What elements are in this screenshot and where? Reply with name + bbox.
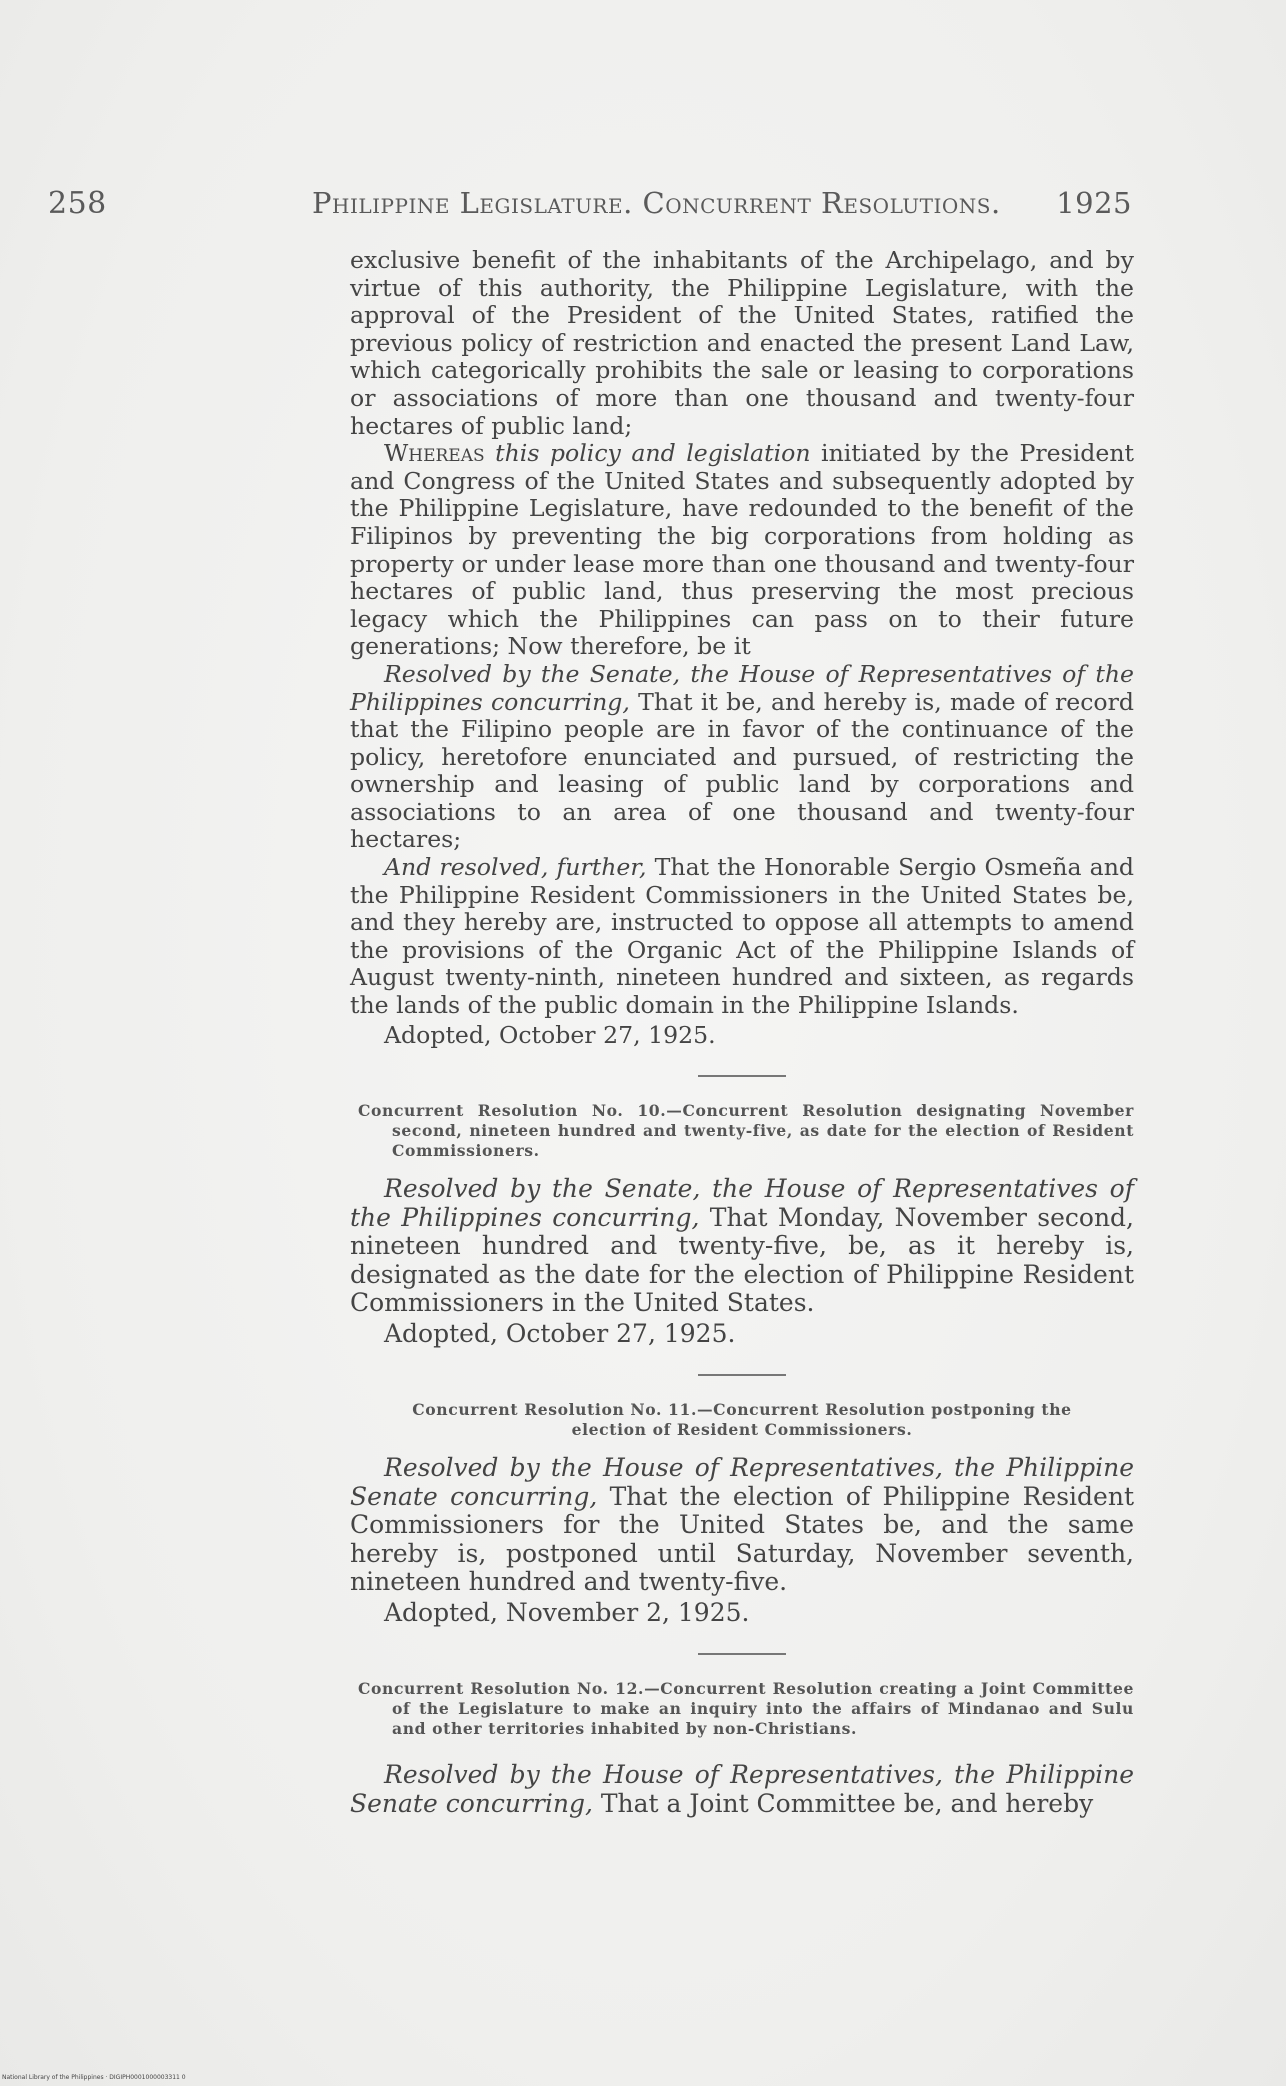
header-year: 1925 [1056,186,1132,220]
adopted-date: Adopted, October 27, 1925. [384,1020,716,1049]
resolution-11-heading [350,1400,1134,1440]
resolved-paragraph [350,661,1134,854]
whereas-italic: this policy and legislation [484,439,811,468]
resolution-12-body [350,1761,1134,1818]
resolution-11-text: That the election of Philippine Resident Commissioners for the United States be, and the same hereby is, postponed until Saturday, November seventh, nineteen hundred and twenty-five. [350,1481,1135,1597]
resolution-10-body [350,1175,1134,1318]
continuation-paragraph: exclusive benefit of the inhabitants of the Archipelago, and by virtue of this authority, the Philippine Legislature, with the approval of the President of the United States, ratified the previous policy of restriction and enacted the present Land Law, which categorically prohibits the sale or leasing to corporations or associations of more than one thousand and twenty-four hectares of public land; [350,246,1134,440]
further-clause: And resolved, further, [384,853,647,882]
resolution-10-text: That Monday, November second, nineteen hundred and twenty-five, be, as it hereby is, designated as the date for the election of Philippine Resident Commissioners in the United States. [350,1202,1134,1318]
further-resolved-paragraph [350,854,1134,1020]
page-number: 258 [48,186,107,221]
page-body [350,247,1134,1818]
resolution-11-body [350,1454,1134,1597]
page-header [48,186,1132,226]
resolution-12-heading: Concurrent Resolution No. 12.—Concurrent Resolution creating a Joint Committee of the Legislature to make an inquiry into the affairs of Mindanao and Sulu and other territories inhabited by non-Christians. [358,1679,1134,1739]
resolution-11-adopted: Adopted, November 2, 1925. [384,1597,750,1627]
resolution-12-text: That a Joint Committee be, and hereby [592,1788,1094,1818]
resolution-11-heading-line1: Concurrent Resolution No. 11.—Concurrent Resolution postponing the [412,1400,1072,1420]
resolution-10-heading: Concurrent Resolution No. 10.—Concurrent Resolution designating November second, nineteen hundred and twenty-five, as date for the election of Resident Commissioners. [358,1101,1134,1161]
whereas-lead: Whereas [384,439,485,468]
further-text: That the Honorable Sergio Osmeña and the Philippine Resident Commissioners in the United States be, and they hereby are, instructed to oppose all attempts to amend the provisions of the Organic Act of the Philippine Islands of August twenty-ninth, nineteen hundred and sixteen, as regards the lands of the public domain in the Philippine Islands. [350,853,1134,1020]
section-divider [698,1653,786,1655]
resolution-12-clause: Resolved by the House of Representatives, the Philippine Senate concurring, [350,1760,1134,1818]
resolved-clause: Resolved by the Senate, the House of Representatives of the Philippines concurring, [350,659,1134,716]
whereas-text: initiated by the President and Congress of the United States and subsequently adopted by the Philippine Legislature, have redounded to the benefit of the Filipinos by preventing the big corporations from holding as property or under lease more than one thousand and twenty-four hectares of public land, thus preserving the most precious legacy which the Philippines can pass on to their future generations; Now therefore, be it [350,439,1134,661]
running-title: Philippine Legislature. Concurrent Resolutions. [312,186,1001,220]
resolution-11-heading-line2: election of Resident Commissioners. [571,1420,913,1440]
resolution-10-clause: Resolved by the Senate, the House of Representatives of the Philippines concurring, [350,1174,1134,1232]
resolution-10-adopted: Adopted, October 27, 1925. [384,1318,736,1348]
resolved-text: That it be, and hereby is, made of record that the Filipino people are in favor of the continuance of the policy, heretofore enunciated and pursued, of restricting the ownership and leasing of public land by corporations and associations to an area of one thousand and twenty-four hectares; [350,687,1135,854]
whereas-paragraph [350,440,1134,661]
section-divider [698,1374,786,1376]
resolution-11-clause: Resolved by the House of Representatives, the Philippine Senate concurring, [350,1453,1134,1511]
scan-footer: National Library of the Philippines · DIGIPH0001000003311 0 [2,2074,186,2081]
section-divider [698,1075,786,1077]
